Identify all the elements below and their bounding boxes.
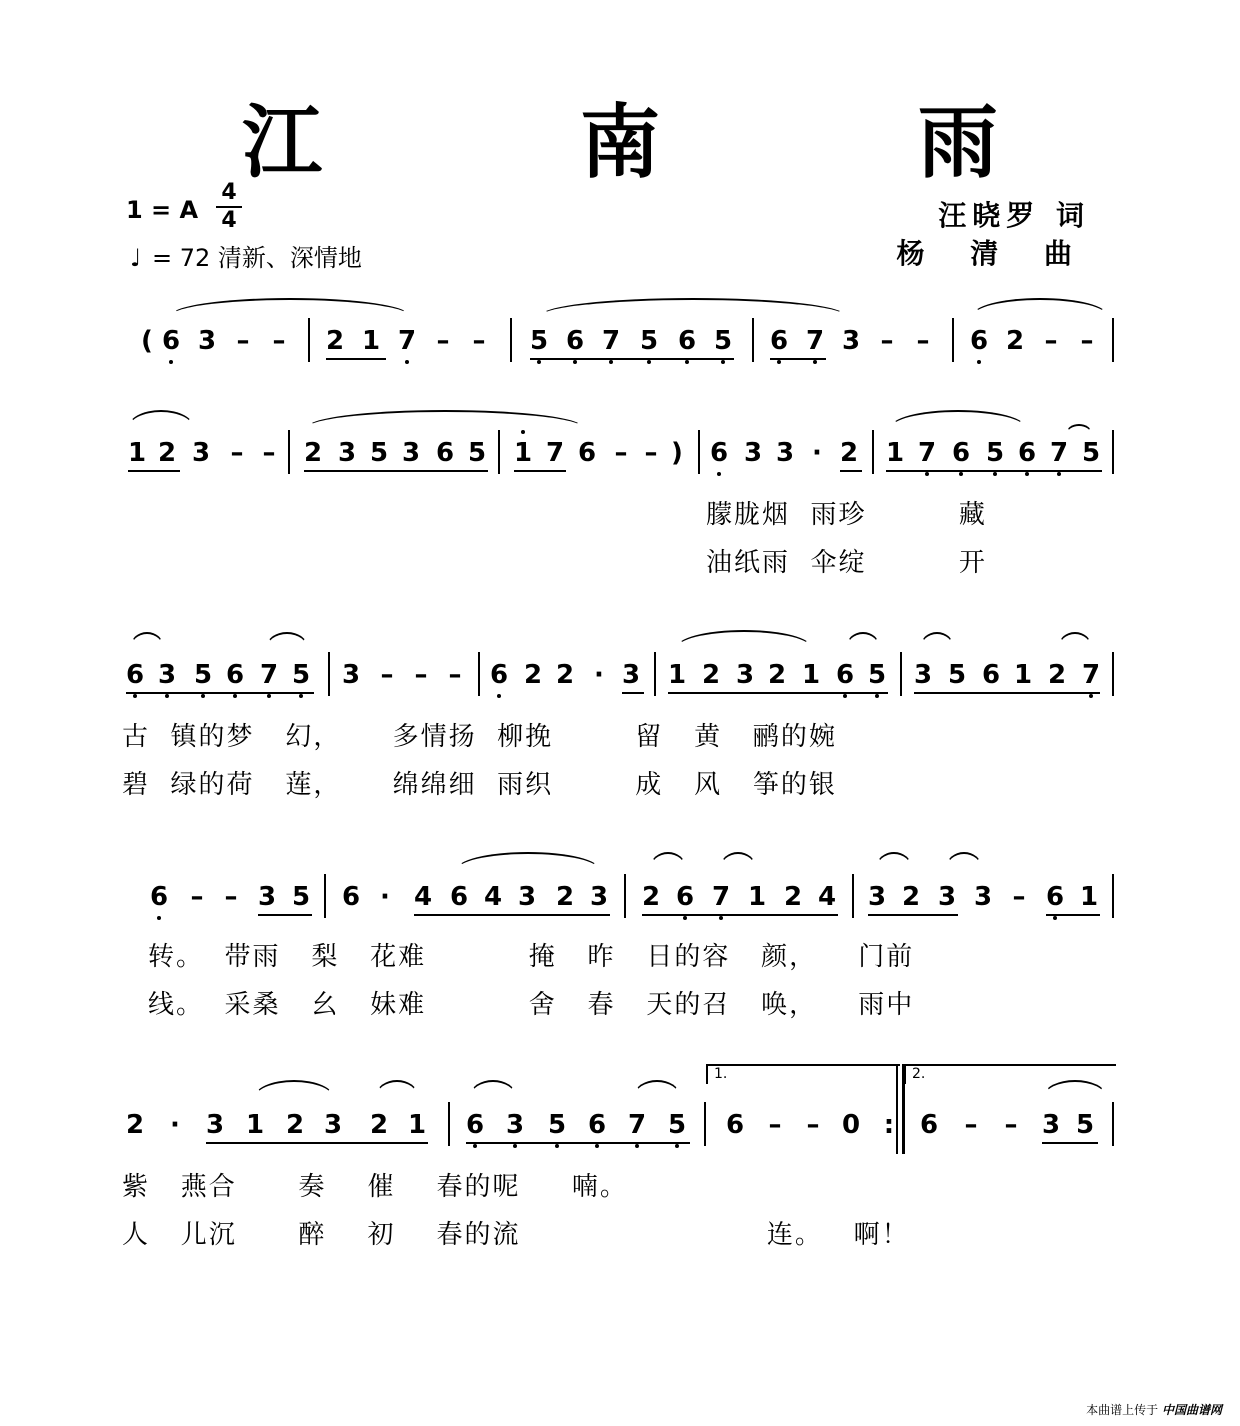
- note: 2: [523, 660, 543, 690]
- note: 3: [1041, 1110, 1061, 1140]
- slur: [846, 632, 880, 648]
- note: 2: [767, 660, 787, 690]
- underline: [414, 914, 610, 916]
- underline: [914, 692, 1100, 694]
- note: 1: [361, 326, 381, 356]
- lyric-line: 朦胧烟 雨珍 藏: [706, 500, 987, 530]
- note-dot: ·: [170, 1110, 180, 1140]
- note: 5: [667, 1110, 687, 1140]
- note: 1: [407, 1110, 427, 1140]
- underline: [1042, 1142, 1098, 1144]
- underline: [258, 914, 312, 916]
- note: 1: [1079, 882, 1099, 912]
- note: 5: [713, 326, 733, 356]
- note: 3: [157, 660, 177, 690]
- lyric-line: 油纸雨 伞绽 开: [706, 548, 987, 578]
- underline: [126, 692, 314, 694]
- note: 1: [667, 660, 687, 690]
- note: 2: [125, 1110, 145, 1140]
- note-dash: –: [414, 660, 428, 690]
- note: 5: [1081, 438, 1101, 468]
- note: 3: [517, 882, 537, 912]
- note: 5: [985, 438, 1005, 468]
- note: 5: [291, 882, 311, 912]
- note: 2: [369, 1110, 389, 1140]
- slur: [1066, 424, 1092, 434]
- note: 1: [801, 660, 821, 690]
- volta-second: 2.: [904, 1064, 1116, 1084]
- note: 2: [783, 882, 803, 912]
- slur: [720, 852, 756, 868]
- note: 3: [197, 326, 217, 356]
- note: 2: [555, 882, 575, 912]
- note: 1: [885, 438, 905, 468]
- lyric-line: 碧 绿的荷 莲， 绵绵细 雨织 成 风 筝的银: [122, 770, 837, 800]
- note: 1: [1013, 660, 1033, 690]
- note: 6: [725, 1110, 745, 1140]
- note: 6: [969, 326, 989, 356]
- underline: [840, 470, 862, 472]
- note: 2: [555, 660, 575, 690]
- underline: [1046, 914, 1100, 916]
- note: 2: [285, 1110, 305, 1140]
- note: 5: [529, 326, 549, 356]
- note-dash: –: [190, 882, 204, 912]
- repeat-barline: [896, 1064, 898, 1154]
- barline: [654, 652, 656, 696]
- note: 2: [641, 882, 661, 912]
- barline: [872, 430, 874, 474]
- note: 3: [743, 438, 763, 468]
- note-dash: –: [1080, 326, 1094, 356]
- note: 7: [805, 326, 825, 356]
- footer-site-link[interactable]: 中国曲谱网: [1161, 1403, 1222, 1417]
- note: 3: [191, 438, 211, 468]
- lyric-line: 紫 燕合 奏 催 春的呢 喃。: [122, 1172, 628, 1202]
- note: 6: [709, 438, 729, 468]
- note: 3: [589, 882, 609, 912]
- note: 2: [901, 882, 921, 912]
- slur: [1058, 632, 1092, 648]
- note: 7: [1049, 438, 1069, 468]
- note-dash: –: [644, 438, 658, 468]
- note: 6: [465, 1110, 485, 1140]
- note: 2: [1047, 660, 1067, 690]
- underline: [206, 1142, 428, 1144]
- note: 3: [205, 1110, 225, 1140]
- underline: [668, 692, 888, 694]
- underline: [868, 914, 958, 916]
- underline: [642, 914, 838, 916]
- barline: [1112, 652, 1114, 696]
- note: 5: [467, 438, 487, 468]
- volta-first: 1.: [706, 1064, 900, 1084]
- underline: [622, 692, 644, 694]
- barline: [1112, 1102, 1114, 1146]
- note: 7: [711, 882, 731, 912]
- barline: [704, 1102, 706, 1146]
- note: 6: [835, 660, 855, 690]
- slur: [376, 1080, 418, 1096]
- slur: [540, 298, 846, 316]
- note-dash: –: [916, 326, 930, 356]
- note: 1: [513, 438, 533, 468]
- note: 5: [867, 660, 887, 690]
- note: 6: [125, 660, 145, 690]
- note: 2: [157, 438, 177, 468]
- note: 6: [981, 660, 1001, 690]
- slur: [266, 632, 308, 648]
- note-dash: –: [436, 326, 450, 356]
- underline: [886, 470, 1102, 472]
- barline: [498, 430, 500, 474]
- slur: [920, 632, 954, 648]
- note-dash: –: [236, 326, 250, 356]
- barline: [1112, 874, 1114, 918]
- note-dash: –: [768, 1110, 782, 1140]
- note: 2: [303, 438, 323, 468]
- underline: [770, 358, 826, 360]
- barline: [624, 874, 626, 918]
- barline: [478, 652, 480, 696]
- note-dash: –: [224, 882, 238, 912]
- note: 6: [341, 882, 361, 912]
- note: 7: [545, 438, 565, 468]
- underline: [128, 470, 180, 472]
- note: 2: [1005, 326, 1025, 356]
- note-dash: –: [880, 326, 894, 356]
- note: 3: [323, 1110, 343, 1140]
- key-signature: 1 = A: [126, 196, 199, 224]
- slur: [972, 298, 1108, 316]
- note-dash: –: [472, 326, 486, 356]
- slur: [470, 1080, 516, 1096]
- underline: [514, 470, 566, 472]
- note-dash: –: [1004, 1110, 1018, 1140]
- meter-bottom: 4: [221, 208, 237, 233]
- note: 3: [775, 438, 795, 468]
- note: 3: [621, 660, 641, 690]
- note: 5: [1075, 1110, 1095, 1140]
- lyric-line: 古 镇的梦 幻， 多情扬 柳挽 留 黄 鹂的婉: [122, 722, 837, 752]
- note: 6: [577, 438, 597, 468]
- page-title: 江 南 雨: [242, 96, 1113, 189]
- barline: [1112, 318, 1114, 362]
- barline: [288, 430, 290, 474]
- underline: [466, 1142, 690, 1144]
- note-dash: –: [614, 438, 628, 468]
- note: 7: [917, 438, 937, 468]
- barline: [698, 430, 700, 474]
- note: 7: [627, 1110, 647, 1140]
- note-dash: –: [262, 438, 276, 468]
- note: 5: [547, 1110, 567, 1140]
- note: 5: [369, 438, 389, 468]
- note: 3: [735, 660, 755, 690]
- slur: [456, 852, 600, 870]
- slur: [676, 630, 812, 648]
- note: 6: [449, 882, 469, 912]
- barline: [900, 652, 902, 696]
- note: 4: [483, 882, 503, 912]
- note: 6: [1045, 882, 1065, 912]
- barline: [852, 874, 854, 918]
- lyric-line: 人 儿沉 醉 初 春的流 连。 啊！: [122, 1220, 910, 1250]
- lyric-line: 转。 带雨 梨 花难 掩 昨 日的容 颜， 门前: [148, 942, 915, 972]
- note: 5: [947, 660, 967, 690]
- note: 3: [973, 882, 993, 912]
- note-dash: –: [1044, 326, 1058, 356]
- barline: [448, 1102, 450, 1146]
- paren-close: ): [671, 438, 683, 468]
- slur: [650, 852, 686, 868]
- footer: [1086, 1401, 1222, 1418]
- note: 6: [161, 326, 181, 356]
- lyric-line: 线。 采桑 幺 妹难 舍 春 天的召 唤， 雨中: [148, 990, 915, 1020]
- note: 3: [913, 660, 933, 690]
- paren-open: (: [141, 326, 153, 356]
- meter-top: 4: [221, 180, 237, 205]
- note-dash: –: [230, 438, 244, 468]
- note-dash: –: [272, 326, 286, 356]
- note: 4: [413, 882, 433, 912]
- barline: [510, 318, 512, 362]
- note: 6: [435, 438, 455, 468]
- note: 3: [867, 882, 887, 912]
- note: 0: [841, 1110, 861, 1140]
- note: 1: [747, 882, 767, 912]
- underline: [326, 358, 386, 360]
- note: 3: [337, 438, 357, 468]
- note: 6: [1017, 438, 1037, 468]
- note-dash: –: [448, 660, 462, 690]
- barline: [308, 318, 310, 362]
- slur: [890, 410, 1026, 428]
- note-dash: –: [1012, 882, 1026, 912]
- barline: [328, 652, 330, 696]
- note: 4: [817, 882, 837, 912]
- note: 3: [505, 1110, 525, 1140]
- slur: [170, 298, 410, 316]
- note: 2: [325, 326, 345, 356]
- note: 5: [639, 326, 659, 356]
- note: 5: [193, 660, 213, 690]
- note: 6: [769, 326, 789, 356]
- note: 1: [127, 438, 147, 468]
- slur: [876, 852, 912, 868]
- slur: [634, 1080, 680, 1096]
- barline: [1112, 430, 1114, 474]
- note: 7: [1081, 660, 1101, 690]
- slur: [130, 632, 164, 648]
- note: 3: [257, 882, 277, 912]
- slur: [946, 852, 982, 868]
- slur: [306, 410, 584, 428]
- slur: [254, 1080, 334, 1098]
- note: 6: [565, 326, 585, 356]
- note: 7: [601, 326, 621, 356]
- note: 6: [489, 660, 509, 690]
- note: 1: [245, 1110, 265, 1140]
- note: 2: [701, 660, 721, 690]
- note: 6: [587, 1110, 607, 1140]
- barline: [952, 318, 954, 362]
- note: 5: [291, 660, 311, 690]
- barline: [752, 318, 754, 362]
- note: 6: [149, 882, 169, 912]
- note: 3: [341, 660, 361, 690]
- barline: [324, 874, 326, 918]
- tempo-text: = 72 清新、深情地: [152, 244, 362, 272]
- underline: [530, 358, 734, 360]
- note: 7: [259, 660, 279, 690]
- underline: [304, 470, 488, 472]
- note-dash: –: [380, 660, 394, 690]
- note: 6: [677, 326, 697, 356]
- note: 2: [839, 438, 859, 468]
- slur: [128, 410, 194, 428]
- note: 6: [675, 882, 695, 912]
- note: 6: [225, 660, 245, 690]
- repeat-dots: :: [883, 1110, 895, 1140]
- lyricist-credit: 汪晓罗 词: [938, 199, 1090, 232]
- note: 3: [841, 326, 861, 356]
- note-dot: ·: [812, 438, 822, 468]
- note: 6: [951, 438, 971, 468]
- footer-prefix: 本曲谱上传于: [1086, 1403, 1159, 1417]
- note: 6: [919, 1110, 939, 1140]
- note-dot: ·: [380, 882, 390, 912]
- note-dash: –: [964, 1110, 978, 1140]
- composer-credit: 杨 清 曲: [896, 237, 1090, 270]
- note: 7: [397, 326, 417, 356]
- note: 3: [401, 438, 421, 468]
- note-dot: ·: [594, 660, 604, 690]
- note: 3: [937, 882, 957, 912]
- quarter-note-icon: ♩: [130, 244, 142, 272]
- note-dash: –: [806, 1110, 820, 1140]
